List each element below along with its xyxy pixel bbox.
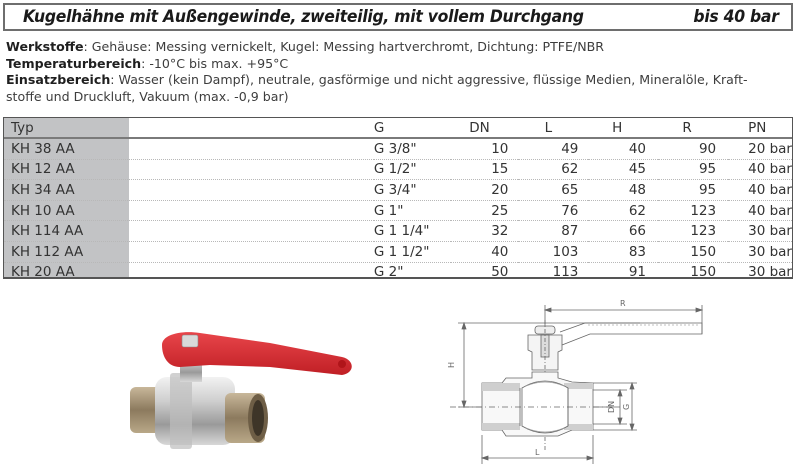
cell-g: G 2"	[373, 264, 404, 281]
cell-h: 83	[588, 241, 658, 262]
header-l: L	[518, 118, 588, 138]
cell-typ: KH 112 AA	[4, 241, 374, 262]
table-row	[4, 180, 792, 201]
cell-typ: KH 20 AA	[11, 264, 75, 281]
cell-r: 123	[658, 221, 728, 242]
header-typ: Typ	[4, 118, 374, 138]
cell-l: 49	[518, 138, 588, 159]
spec-materials: Werkstoffe: Gehäuse: Messing vernickelt, Kugel: Messing hartverchromt, Dichtung: PTFE/NBR	[6, 39, 605, 54]
cell-dn: 32	[451, 221, 519, 242]
cell-dn: 20	[451, 180, 519, 201]
cell-l: 87	[518, 221, 588, 242]
cell-l: 113	[552, 264, 579, 281]
ball-valve-photo	[110, 305, 390, 465]
cell-pn: 30 bar	[728, 241, 792, 262]
table-header-row	[4, 118, 792, 138]
dim-label-l: L	[535, 448, 540, 457]
cell-h: 40	[588, 138, 658, 159]
cell-g: G 3/4"	[374, 180, 451, 201]
ball-valve-image-icon	[110, 305, 390, 465]
cell-dn: 10	[451, 138, 519, 159]
cell-typ: KH 34 AA	[4, 180, 374, 201]
cell-pn: 40 bar	[728, 200, 792, 221]
product-table	[3, 117, 793, 279]
table-row	[4, 221, 792, 242]
cell-typ: KH 114 AA	[4, 221, 374, 242]
cell-h: 66	[588, 221, 658, 242]
pressure-rating: bis 40 bar	[693, 7, 779, 27]
cell-h: 62	[588, 200, 658, 221]
cell-dn: 50	[491, 264, 509, 281]
cell-pn: 20 bar	[728, 138, 792, 159]
cell-l: 65	[518, 180, 588, 201]
cell-r: 123	[658, 200, 728, 221]
cell-pn: 30 bar	[748, 264, 792, 281]
cell-l: 76	[518, 200, 588, 221]
cell-typ: KH 12 AA	[4, 159, 374, 180]
cell-pn: 40 bar	[728, 180, 792, 201]
header-h: H	[588, 118, 658, 138]
cell-h: 91	[628, 264, 646, 281]
page-title: Kugelhähne mit Außengewinde, zweiteilig, mit vollem Durchgang	[23, 7, 584, 27]
cell-h: 45	[588, 159, 658, 180]
spec-application: Einsatzbereich: Wasser (kein Dampf), neutrale, gasförmige und nicht aggressive, flüssige Medien, Mineralöle, Kraft-	[6, 72, 748, 87]
cell-r: 150	[658, 241, 728, 262]
table-row	[4, 262, 792, 282]
title-bar	[3, 3, 793, 31]
cell-pn: 30 bar	[728, 221, 792, 242]
cell-h: 48	[588, 180, 658, 201]
dim-label-h: H	[447, 361, 456, 368]
table-row	[4, 138, 792, 159]
cell-g: G 3/8"	[374, 138, 451, 159]
cell-g: G 1 1/2"	[374, 241, 451, 262]
cell-g: G 1"	[374, 200, 451, 221]
cell-r: 90	[658, 138, 728, 159]
cell-r: 95	[658, 180, 728, 201]
cell-l: 62	[518, 159, 588, 180]
dim-label-dn: DN	[607, 400, 616, 413]
technical-drawing	[440, 290, 800, 467]
cell-dn: 25	[451, 200, 519, 221]
header-dn: DN	[451, 118, 519, 138]
dimensions-table	[4, 118, 792, 282]
cell-r: 150	[690, 264, 717, 281]
cell-r: 95	[658, 159, 728, 180]
cell-g: G 1/2"	[374, 159, 451, 180]
table-row	[4, 241, 792, 262]
cell-l: 103	[518, 241, 588, 262]
header-pn: PN	[728, 118, 792, 138]
cell-dn: 40	[451, 241, 519, 262]
cell-typ: KH 10 AA	[4, 200, 374, 221]
cell-typ: KH 38 AA	[4, 138, 374, 159]
spec-temperature: Temperaturbereich: -10°C bis max. +95°C	[6, 55, 289, 71]
header-r: R	[658, 118, 728, 138]
table-row	[4, 159, 792, 180]
dim-label-g: G	[622, 403, 631, 410]
cell-g: G 1 1/4"	[374, 221, 451, 242]
specifications	[6, 39, 786, 105]
dim-label-r: R	[620, 299, 626, 308]
header-g: G	[374, 118, 451, 138]
spec-application-cont: stoffe und Druckluft, Vakuum (max. -0,9 bar)	[6, 88, 289, 104]
cell-dn: 15	[451, 159, 519, 180]
cell-pn: 40 bar	[728, 159, 792, 180]
table-row	[4, 200, 792, 221]
cross-section-drawing-icon	[440, 290, 800, 467]
